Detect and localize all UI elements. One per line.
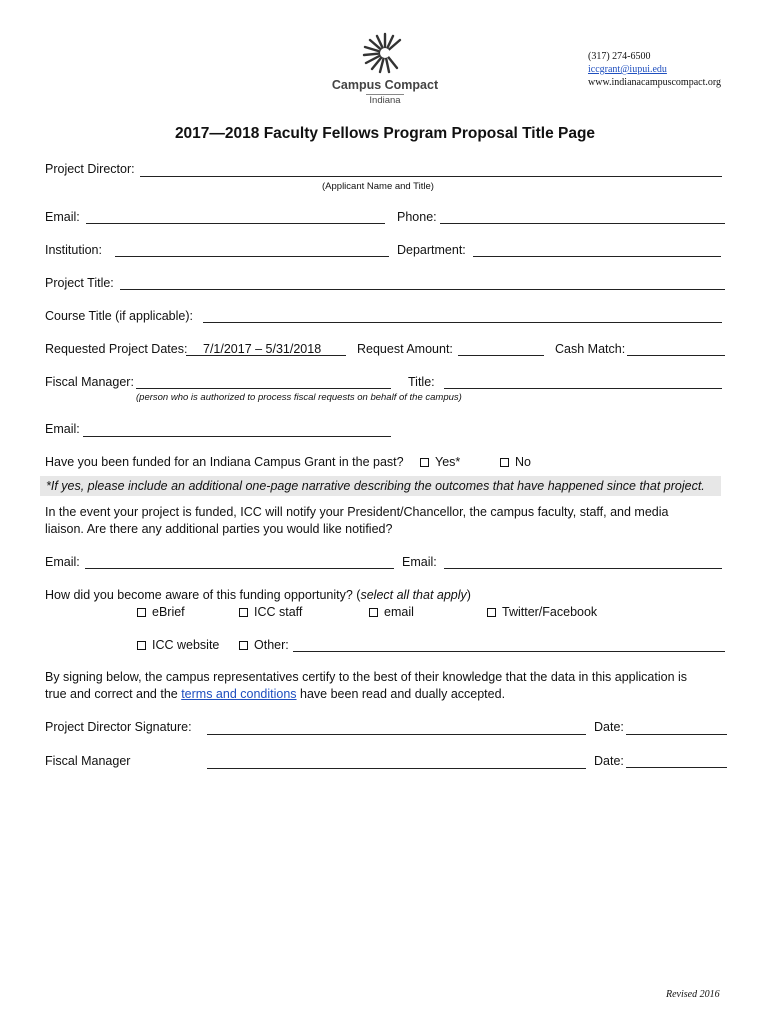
page-title: 2017—2018 Faculty Fellows Program Proposal Title Page: [174, 125, 596, 142]
department-field[interactable]: [473, 256, 721, 257]
logo-name: Campus Compact: [331, 78, 439, 92]
fiscal-email-field[interactable]: [83, 436, 391, 437]
aware-question-prefix: How did you become aware of this funding opportunity? (: [45, 588, 361, 602]
checkbox-icon: [487, 608, 496, 617]
contact-phone: (317) 274-6500: [588, 51, 651, 62]
option-ebrief[interactable]: [137, 605, 185, 619]
option-icc-website-label: ICC website: [152, 638, 220, 652]
logo-sub: Indiana: [369, 95, 401, 106]
aware-question: [45, 588, 471, 602]
certify-text-b: have been read and dually accepted.: [296, 687, 506, 701]
option-icc-website[interactable]: [137, 638, 219, 652]
requested-dates-label: Requested Project Dates:: [45, 342, 188, 356]
certify-text-a: true and correct and the: [45, 687, 182, 701]
project-title-field[interactable]: [120, 289, 725, 290]
date1-field[interactable]: [626, 734, 727, 735]
option-twitter-label: Twitter/Facebook: [502, 605, 598, 619]
sig-director-label: Project Director Signature:: [45, 720, 192, 734]
funded-note: *If yes, please include an additional one-page narrative describing the outcomes that have happened since that project.: [46, 479, 705, 493]
request-amount-field[interactable]: [458, 355, 544, 356]
notify-email2-field[interactable]: [444, 568, 722, 569]
date1-label: Date:: [594, 720, 624, 734]
funded-no-label: No: [515, 455, 531, 469]
option-other[interactable]: [239, 638, 289, 652]
logo: [330, 30, 440, 110]
funded-yes-checkbox[interactable]: [420, 455, 460, 469]
option-twitter[interactable]: [487, 605, 597, 619]
option-ebrief-label: eBrief: [152, 605, 185, 619]
fiscal-manager-field[interactable]: [136, 388, 391, 389]
checkbox-icon: [239, 641, 248, 650]
contact-website: www.indianacampuscompact.org: [588, 77, 722, 88]
funded-question: Have you been funded for an Indiana Campus Grant in the past?: [45, 455, 404, 469]
contact-email[interactable]: iccgrant@iupui.edu: [588, 64, 667, 75]
notify-email1-label: Email:: [45, 555, 80, 569]
applicant-hint: (Applicant Name and Title): [322, 181, 434, 192]
notify-email1-field[interactable]: [85, 568, 394, 569]
revised-note: Revised 2016: [666, 989, 720, 1000]
fiscal-hint: (person who is authorized to process fiscal requests on behalf of the campus): [136, 392, 462, 403]
option-icc-staff[interactable]: [239, 605, 302, 619]
option-email[interactable]: [369, 605, 414, 619]
funded-yes-label: Yes*: [435, 455, 461, 469]
certify-line-2: [45, 687, 505, 701]
checkbox-icon: [239, 608, 248, 617]
option-other-label: Other:: [254, 638, 289, 652]
cash-match-label: Cash Match:: [555, 342, 626, 356]
requested-dates-underline: [186, 355, 346, 356]
option-other-field[interactable]: [293, 651, 725, 652]
email-field[interactable]: [86, 223, 385, 224]
fiscal-email-label: Email:: [45, 422, 80, 436]
checkbox-icon: [500, 458, 509, 467]
aware-question-suffix: ): [466, 588, 471, 602]
notify-email2-label: Email:: [402, 555, 437, 569]
campus-compact-logo-icon: [355, 30, 415, 76]
certify-line-1: By signing below, the campus representatives certify to the best of their knowledge that the data in this application is: [45, 670, 688, 684]
terms-link[interactable]: terms and conditions: [181, 687, 297, 701]
fiscal-title-field[interactable]: [444, 388, 722, 389]
project-director-field[interactable]: [140, 176, 722, 177]
checkbox-icon: [369, 608, 378, 617]
notify-paragraph: In the event your project is funded, ICC will notify your President/Chancellor, the campus faculty, staff, and media liaison. Are there any additional parties you would like notified?: [45, 505, 669, 536]
contact-block: [588, 50, 721, 89]
email-label: Email:: [45, 210, 80, 224]
institution-label: Institution:: [45, 243, 102, 257]
checkbox-icon: [137, 641, 146, 650]
checkbox-icon: [137, 608, 146, 617]
fiscal-title-label: Title:: [408, 375, 435, 389]
phone-label: Phone:: [397, 210, 437, 224]
course-title-label: Course Title (if applicable):: [45, 309, 193, 323]
phone-field[interactable]: [440, 223, 725, 224]
aware-question-italic: select all that apply: [360, 588, 467, 602]
sig-fiscal-field[interactable]: [207, 768, 586, 769]
funded-no-checkbox[interactable]: [500, 455, 531, 469]
sig-director-field[interactable]: [207, 734, 586, 735]
department-label: Department:: [397, 243, 466, 257]
project-title-label: Project Title:: [45, 276, 114, 290]
date2-label: Date:: [594, 754, 624, 768]
requested-dates-value[interactable]: 7/1/2017 – 5/31/2018: [203, 342, 322, 356]
sig-fiscal-label: Fiscal Manager: [45, 754, 131, 768]
option-email-label: email: [384, 605, 414, 619]
institution-field[interactable]: [115, 256, 389, 257]
cash-match-field[interactable]: [627, 355, 725, 356]
request-amount-label: Request Amount:: [357, 342, 453, 356]
fiscal-manager-label: Fiscal Manager:: [45, 375, 134, 389]
project-director-label: Project Director:: [45, 162, 135, 176]
date2-field[interactable]: [626, 767, 727, 768]
option-icc-staff-label: ICC staff: [254, 605, 303, 619]
course-title-field[interactable]: [203, 322, 722, 323]
checkbox-icon: [420, 458, 429, 467]
